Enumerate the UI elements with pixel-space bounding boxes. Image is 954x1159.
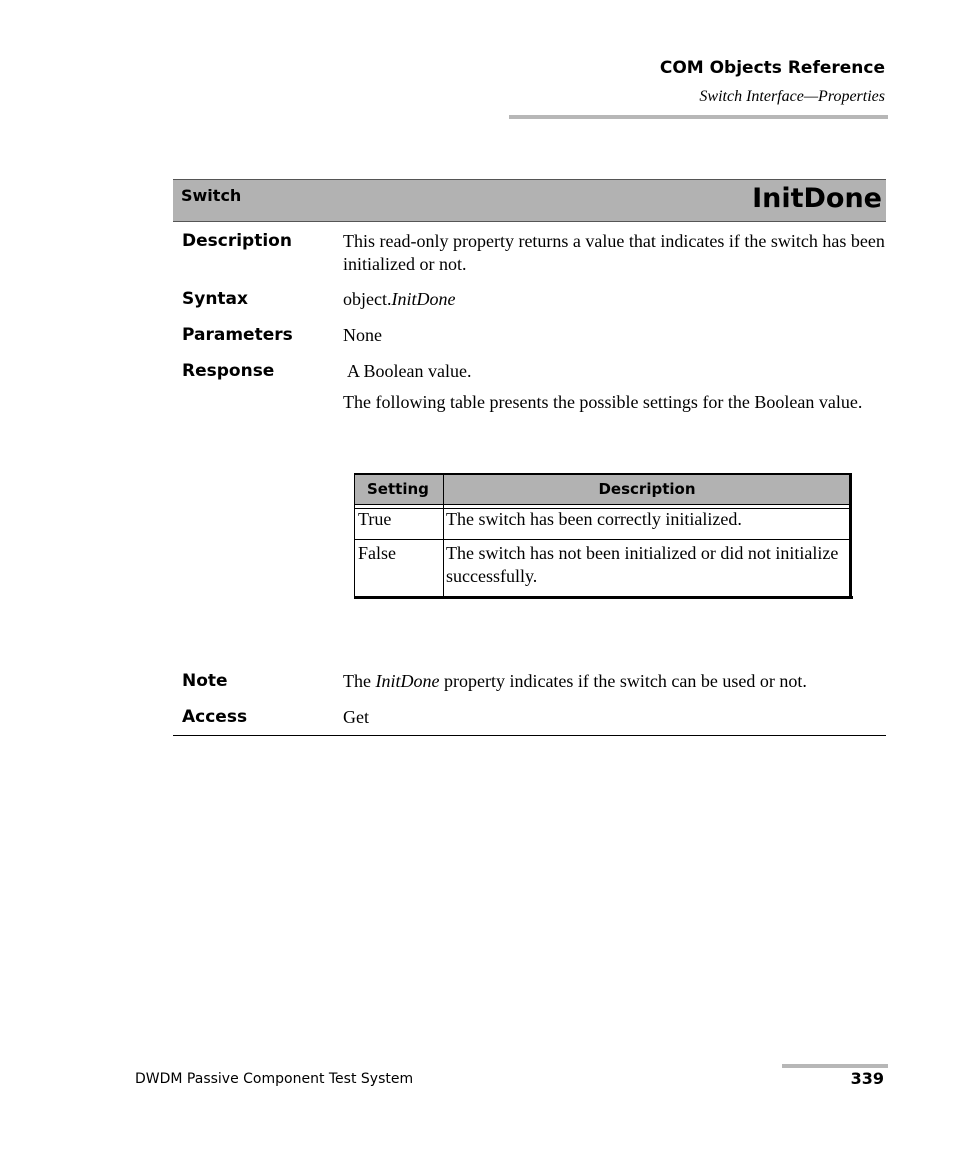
table-right-border: [849, 473, 852, 598]
description-label: Description: [182, 231, 292, 251]
header-setting: Setting: [367, 480, 429, 498]
note-label: Note: [182, 671, 228, 691]
property-title-band: [173, 179, 886, 222]
footer-rule: [782, 1064, 888, 1068]
description-text: This read-only property returns a value that indicates if the switch has been initialized or not.: [343, 231, 885, 274]
access-label: Access: [182, 707, 248, 727]
header-bottom-rule: [354, 504, 851, 505]
note-text: [343, 670, 888, 693]
syntax-text: [343, 288, 888, 311]
header-subtitle: Switch Interface—Properties: [699, 88, 885, 105]
parameters-label: Parameters: [182, 325, 293, 345]
note-em: InitDone: [375, 671, 440, 691]
page-number: 339: [850, 1069, 884, 1088]
settings-table: [354, 473, 853, 599]
row-true-description: The switch has been correctly initialized.: [446, 509, 742, 529]
note-post: property indicates if the switch can be used or not.: [439, 671, 807, 691]
table-left-border: [354, 473, 355, 598]
header-rule: [509, 115, 888, 119]
header-title: COM Objects Reference: [659, 58, 885, 78]
table-bottom-border: [354, 596, 853, 599]
syntax-name: InitDone: [391, 289, 456, 309]
settings-table-header: [354, 473, 851, 505]
header-description: Description: [598, 480, 696, 498]
footer-product: DWDM Passive Component Test System: [135, 1071, 414, 1087]
section-bottom-rule: [173, 735, 886, 736]
syntax-prefix: object.: [343, 289, 392, 309]
syntax-label: Syntax: [182, 289, 248, 309]
table-column-divider: [443, 473, 444, 598]
row-true-setting: True: [358, 509, 392, 529]
response-intro: The following table presents the possible settings for the Boolean value.: [343, 392, 863, 412]
access-text: Get: [343, 707, 369, 727]
row-false-setting: False: [358, 543, 396, 563]
object-label: Switch: [181, 186, 242, 205]
response-label: Response: [182, 361, 275, 381]
parameters-text: None: [343, 325, 382, 345]
note-pre: The: [343, 671, 376, 691]
property-title: InitDone: [752, 183, 882, 214]
row-false-description: The switch has not been initialized or did not initialize successfully.: [446, 543, 839, 586]
response-text: A Boolean value.: [347, 361, 472, 381]
row-divider: [354, 539, 851, 540]
